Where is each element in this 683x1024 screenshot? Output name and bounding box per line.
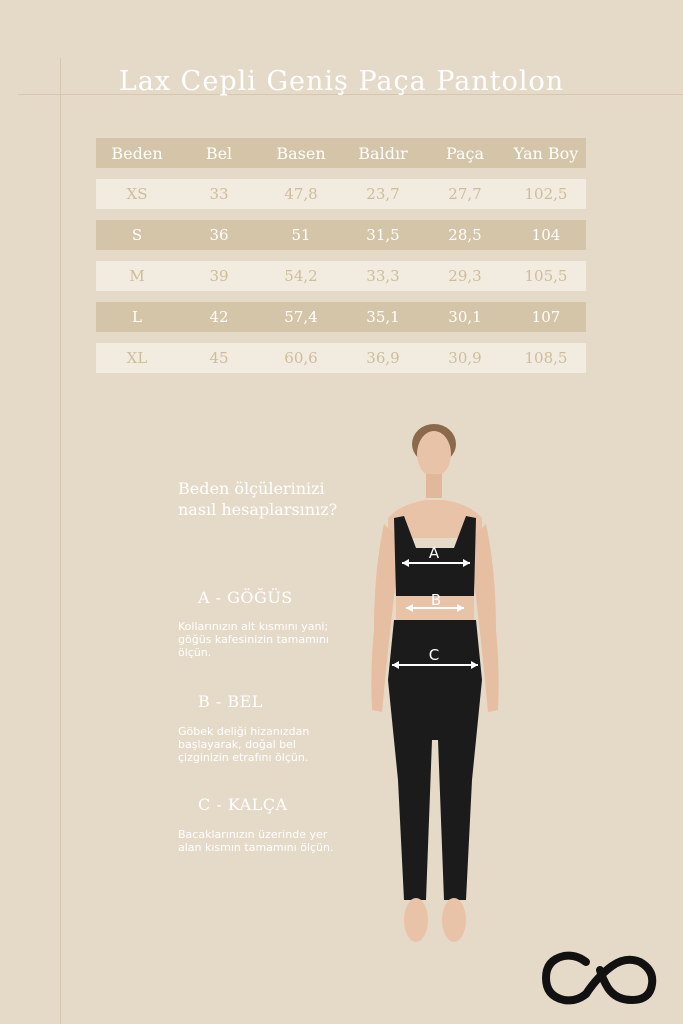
section-c-desc-line: alan kısmın tamamını ölçün. [178, 841, 334, 854]
measure-c-label: C [428, 646, 440, 664]
section-c-desc-line: Bacaklarınızın üzerinde yer [178, 828, 328, 841]
section-b-desc [178, 725, 368, 764]
table-cell: 33,3 [366, 267, 400, 285]
model-left-foot [404, 898, 428, 942]
section-c-desc [178, 828, 368, 854]
table-cell: 42 [209, 308, 229, 326]
table-row [96, 179, 586, 209]
table-cell: 31,5 [366, 226, 400, 244]
table-row [96, 302, 586, 332]
table-cell: 107 [531, 308, 561, 326]
header-beden: Beden [111, 143, 163, 163]
table-cell: 51 [291, 226, 311, 244]
table-cell: 28,5 [448, 226, 482, 244]
table-cell: XS [126, 185, 148, 203]
header-baldir: Baldır [358, 143, 408, 163]
measure-a-label: A [428, 544, 440, 562]
table-cell: 29,3 [448, 267, 482, 285]
decorative-vertical-line [60, 58, 61, 1024]
table-cell: 108,5 [524, 349, 568, 367]
table-cell: 102,5 [524, 185, 568, 203]
header-paca: Paça [445, 143, 485, 163]
section-b-desc-line: çizginizin etrafını ölçün. [178, 751, 309, 764]
table-cell: 36,9 [366, 349, 400, 367]
section-a-desc-line: göğüs kafesinizin tamamını [178, 633, 329, 646]
table-cell: M [129, 267, 145, 285]
page-title: Lax Cepli Geniş Paça Pantolon [118, 66, 565, 97]
table-cell: 36 [209, 226, 229, 244]
header-yan-boy: Yan Boy [513, 143, 579, 163]
model-right-foot [442, 898, 466, 942]
section-b-desc-line: başlayarak, doğal bel [178, 738, 296, 751]
size-table [96, 138, 586, 384]
model-neck [426, 474, 442, 498]
table-cell: 105,5 [524, 267, 568, 285]
header-bel: Bel [205, 143, 233, 163]
table-cell: 39 [209, 267, 229, 285]
model-head [417, 431, 451, 477]
table-cell: 27,7 [448, 185, 482, 203]
table-cell: 57,4 [284, 308, 318, 326]
table-cell: 35,1 [366, 308, 400, 326]
table-cell: S [131, 226, 143, 244]
section-b-desc-line: Göbek deliği hizanızdan [178, 725, 310, 738]
table-row [96, 343, 586, 373]
table-cell: XL [126, 349, 148, 367]
table-cell: 30,1 [448, 308, 482, 326]
table-row [96, 261, 586, 291]
table-header-row [96, 138, 586, 168]
logo-o-stroke [586, 960, 652, 1000]
table-cell: 54,2 [284, 267, 318, 285]
table-row [96, 220, 586, 250]
table-cell: L [132, 308, 142, 326]
table-cell: 45 [209, 349, 229, 367]
model-figure [360, 420, 510, 960]
section-c-title: C - KALÇA [198, 795, 288, 814]
header-basen: Basen [276, 143, 326, 163]
section-a-desc-line: ölçün. [178, 646, 212, 659]
howto-line-2: nasıl hesaplarsınız? [178, 500, 338, 519]
logo-c-stroke [546, 956, 586, 1001]
howto-heading [178, 478, 337, 520]
howto-line-1: Beden ölçülerinizi [178, 479, 325, 498]
co-logo-icon [540, 948, 658, 1008]
model-body [371, 424, 498, 942]
table-cell: 104 [531, 226, 561, 244]
section-a-title: A - GÖĞÜS [198, 588, 293, 607]
table-cell: 33 [209, 185, 229, 203]
table-cell: 30,9 [448, 349, 482, 367]
table-cell: 47,8 [284, 185, 318, 203]
table-cell: 23,7 [366, 185, 400, 203]
section-a-desc [178, 620, 368, 659]
section-a-desc-line: Kollarınızın alt kısmını yani; [178, 620, 329, 633]
measure-b-label: B [430, 591, 442, 609]
section-b-title: B - BEL [198, 692, 263, 711]
table-cell: 60,6 [284, 349, 318, 367]
